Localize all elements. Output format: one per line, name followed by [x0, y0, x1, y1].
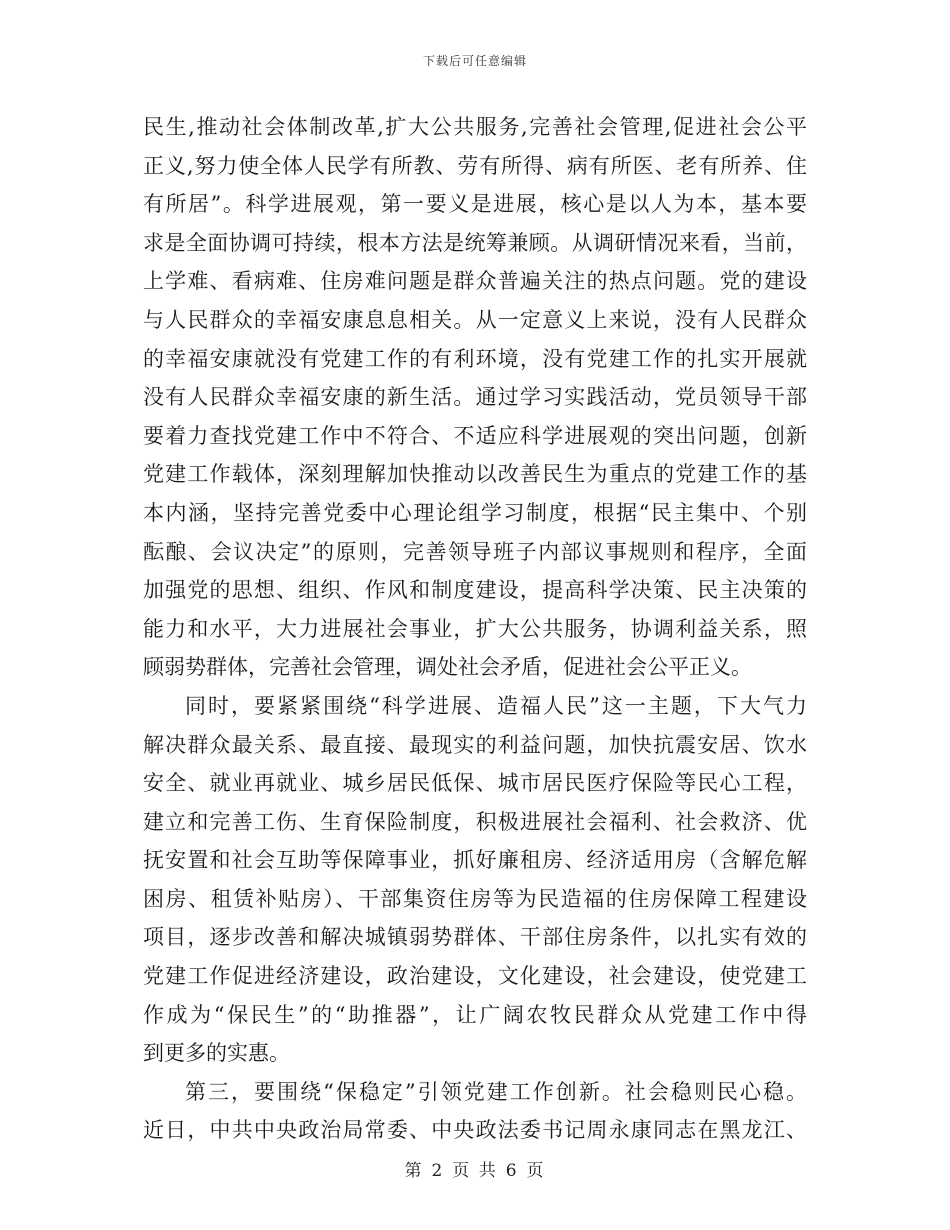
- text-line: 项目，逐步改善和解决城镇弱势群体、干部住房条件，以扎实有效的: [143, 925, 807, 950]
- text-line: 的幸福安康就没有党建工作的有利环境，没有党建工作的扎实开展就: [143, 346, 807, 371]
- page-number: 2: [431, 1161, 445, 1181]
- text-line: 到更多的实惠。: [143, 1041, 290, 1066]
- text-line: 近日，中共中央政治局常委、中央政法委书记周永康同志在黑龙江、: [143, 1118, 807, 1143]
- page-footer: [0, 1156, 950, 1181]
- page-prefix: 第: [404, 1161, 424, 1181]
- text-line: 有所居”。科学进展观，第一要义是进展，核心是以人为本，基本要: [143, 192, 807, 217]
- paragraph-3: [143, 1073, 807, 1150]
- text-line: 没有人民群众幸福安康的新生活。通过学习实践活动，党员领导干部: [143, 385, 807, 410]
- document-body: [143, 108, 807, 1150]
- text-line: 加强党的思想、组织、作风和制度建设，提高科学决策、民主决策的: [143, 578, 807, 603]
- text-line: 顾弱势群体，完善社会管理，调处社会矛盾，促进社会公平正义。: [143, 655, 752, 680]
- text-line: 求是全面协调可持续，根本方法是统筹兼顾。从调研情况来看，当前，: [143, 230, 807, 255]
- text-line: 能力和水平，大力进展社会事业，扩大公共服务，协调利益关系，照: [143, 616, 807, 641]
- text-line: 作成为“保民生”的“助推器”，让广阔农牧民群众从党建工作中得: [143, 1002, 807, 1027]
- text-line: 本内涵，坚持完善党委中心理论组学习制度，根据“民主集中、个别: [143, 500, 807, 525]
- text-line: 党建工作促进经济建设，政治建设，文化建设，社会建设，使党建工: [143, 964, 807, 989]
- text-line: 正义,努力使全体人民学有所教、劳有所得、病有所医、老有所养、住: [143, 153, 807, 178]
- page-header: 下载后可任意编辑: [422, 54, 527, 68]
- text-line: 上学难、看病难、住房难问题是群众普遍关注的热点问题。党的建设: [143, 269, 807, 294]
- text-line: 与人民群众的幸福安康息息相关。从一定意义上来说，没有人民群众: [143, 307, 807, 332]
- text-line: 安全、就业再就业、城乡居民低保、城市居民医疗保险等民心工程，: [143, 771, 807, 796]
- text-line: 要着力查找党建工作中不符合、不适应科学进展观的突出问题，创新: [143, 423, 807, 448]
- paragraph-2: [143, 687, 807, 1073]
- page-suffix: 页: [526, 1161, 546, 1181]
- text-line: 困房、租赁补贴房）、干部集资住房等为民造福的住房保障工程建设: [143, 886, 807, 911]
- paragraph-1: [143, 108, 807, 687]
- text-line: 解决群众最关系、最直接、最现实的利益问题，加快抗震安居、饮水: [143, 732, 807, 757]
- page-middle: 页 共: [452, 1161, 498, 1181]
- page-total: 6: [505, 1161, 519, 1181]
- text-line: 抚安置和社会互助等保障事业，抓好廉租房、经济适用房（含解危解: [143, 848, 807, 873]
- text-line: 党建工作载体，深刻理解加快推动以改善民生为重点的党建工作的基: [143, 462, 807, 487]
- text-line: 建立和完善工伤、生育保险制度，积极进展社会福利、社会救济、优: [143, 809, 807, 834]
- text-line: 酝酿、会议决定”的原则，完善领导班子内部议事规则和程序，全面: [143, 539, 807, 564]
- text-line: 同时，要紧紧围绕“科学进展、造福人民”这一主题，下大气力: [185, 693, 807, 718]
- text-line: 民生,推动社会体制改革,扩大公共服务,完善社会管理,促进社会公平: [143, 115, 807, 139]
- text-line: 第三，要围绕“保稳定”引领党建工作创新。社会稳则民心稳。: [185, 1079, 807, 1104]
